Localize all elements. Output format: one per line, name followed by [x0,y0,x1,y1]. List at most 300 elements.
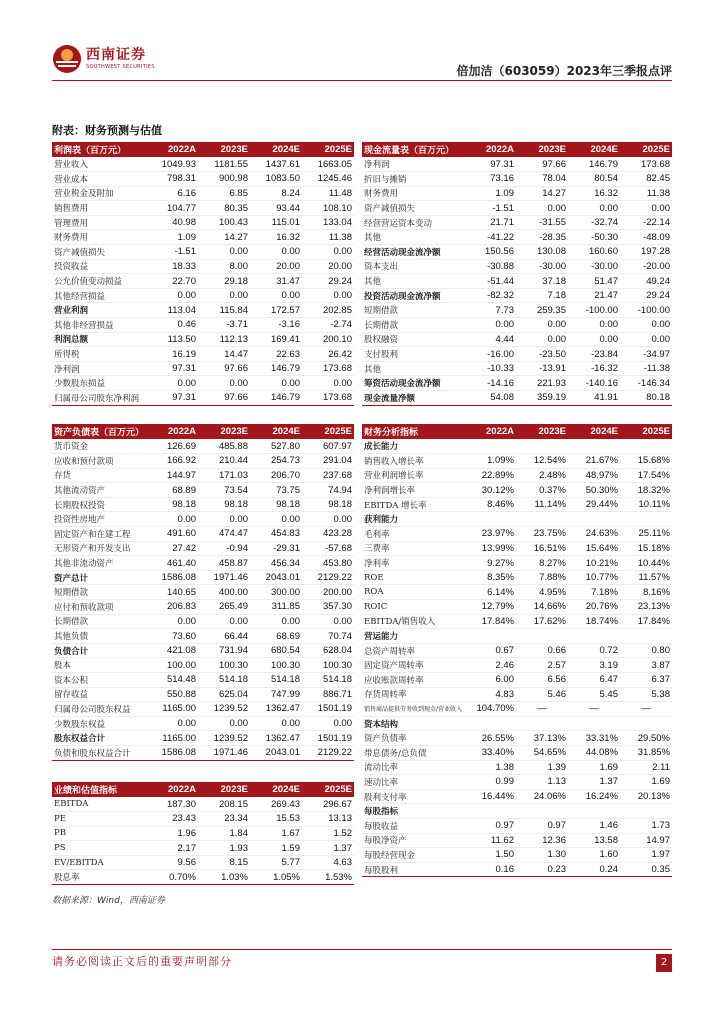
value-cell: 133.04 [302,215,354,230]
value-cell: 731.94 [198,643,250,658]
row-label-cell: 所得税 [52,347,146,362]
row-label-cell: ROIC [362,600,464,615]
row-label-cell: 投资收益 [52,259,146,274]
row-label-cell: 长期股权投资 [52,497,146,512]
table-row [362,527,672,542]
value-cell: 8.24 [250,186,302,201]
value-cell: 0.00 [302,512,354,527]
value-cell: 0.97 [516,818,568,833]
year-header-cell: 2024E [568,142,620,157]
table-row [52,643,354,658]
value-cell: 14.27 [198,230,250,245]
value-cell: -28.35 [516,230,568,245]
value-cell: 1.59 [250,841,302,856]
value-cell: 1.38 [464,760,516,775]
table-row [362,318,672,333]
value-cell: — [568,702,620,717]
value-cell: 33.40% [464,745,516,760]
value-cell: 146.79 [250,391,302,406]
value-cell: 98.18 [146,497,198,512]
table-row [52,201,354,216]
table-row [52,332,354,347]
table-row [52,172,354,187]
table-row [362,789,672,804]
value-cell: 1362.47 [250,702,302,717]
value-cell: 1501.19 [302,702,354,717]
value-cell: 97.66 [198,361,250,376]
table-title-cell: 资产负债表（百万元） [52,424,146,439]
value-cell: 0.00 [146,716,198,731]
row-label-cell: 投资性房地产 [52,512,146,527]
table-row [362,541,672,556]
footer-divider [52,949,672,950]
value-cell: -146.34 [620,376,672,391]
value-cell: 25.11% [620,527,672,542]
table-row [362,731,672,746]
value-cell: 31.85% [620,745,672,760]
value-cell: 514.18 [302,673,354,688]
value-cell: 1.52 [302,826,354,841]
value-cell: 23.75% [516,527,568,542]
value-cell: 1245.46 [302,172,354,187]
value-cell: 15.53 [250,812,302,827]
value-cell: 0.00 [198,288,250,303]
balance-sheet-table [52,424,354,761]
value-cell: 21.71 [464,215,516,230]
row-label-cell: 负债合计 [52,643,146,658]
value-cell: 20.00 [302,259,354,274]
value-cell: -23.84 [568,347,620,362]
table-row [52,483,354,498]
value-cell: 4.44 [464,332,516,347]
value-cell: 160.60 [568,245,620,260]
row-label-cell: 财务费用 [52,230,146,245]
value-cell: 49.24 [620,274,672,289]
value-cell: 2.57 [516,658,568,673]
value-cell: 625.04 [198,687,250,702]
value-cell: 12.79% [464,600,516,615]
table-row [52,376,354,391]
value-cell: -13.91 [516,361,568,376]
value-cell: 423.28 [302,527,354,542]
table-row [362,468,672,483]
data-source-note: 数据来源：Wind，西南证券 [52,896,165,906]
brand-name-cn: 西南证券 [86,47,146,63]
table-row [52,497,354,512]
table-row [362,230,672,245]
table-row [362,376,672,391]
value-cell: -41.22 [464,230,516,245]
value-cell [464,439,516,454]
value-cell: 113.50 [146,332,198,347]
value-cell: 23.43 [146,812,198,827]
table-row [52,731,354,746]
row-label-cell: 净利率 [362,556,464,571]
value-cell: 1.97 [620,848,672,863]
row-label-cell: 净利润增长率 [362,483,464,498]
value-cell: 73.54 [198,483,250,498]
table-row [52,245,354,260]
value-cell: 1.84 [198,826,250,841]
table-row [52,439,354,454]
value-cell: 5.46 [516,687,568,702]
value-cell: 8.00 [198,259,250,274]
value-cell: -51.44 [464,274,516,289]
table-row [52,468,354,483]
value-cell: 40.98 [146,215,198,230]
table-header-row [52,782,354,797]
row-label-cell: 存货周转率 [362,687,464,702]
table-row [362,775,672,790]
year-header-cell: 2024E [250,424,302,439]
table-row [362,361,672,376]
value-cell: -48.09 [620,230,672,245]
table-row [52,745,354,760]
table-row [362,760,672,775]
value-cell [620,439,672,454]
value-cell: 15.64% [568,541,620,556]
value-cell: 1.37 [302,841,354,856]
row-label-cell: 短期借款 [52,585,146,600]
table-row [52,259,354,274]
value-cell: 73.60 [146,629,198,644]
value-cell: 1.37 [568,775,620,790]
value-cell: 3.19 [568,658,620,673]
value-cell: 23.13% [620,600,672,615]
value-cell: 485.88 [198,439,250,454]
brand-name-en: SOUTHWEST SECURITIES [86,64,155,70]
footer-disclaimer: 请务必阅读正文后的重要声明部分 [52,955,232,968]
value-cell: 6.16 [146,186,198,201]
value-cell: 0.00 [250,512,302,527]
row-label-cell: 筹资活动现金流净额 [362,376,464,391]
value-cell: 140.65 [146,585,198,600]
value-cell: 104.70% [464,702,516,717]
value-cell: 97.31 [146,361,198,376]
row-label-cell: 固定资产和在建工程 [52,527,146,542]
value-cell: 37.18 [516,274,568,289]
value-cell: 7.88% [516,570,568,585]
value-cell: 453.80 [302,556,354,571]
value-cell: 4.95% [516,585,568,600]
row-label-cell: 其他非流动资产 [52,556,146,571]
value-cell: -29.31 [250,541,302,556]
table-row [362,245,672,260]
value-cell: 2.17 [146,841,198,856]
value-cell: 0.00 [516,201,568,216]
row-label-cell: 应收和预付款项 [52,454,146,469]
value-cell: 8.15 [198,855,250,870]
value-cell: 29.24 [302,274,354,289]
value-cell: 187.30 [146,797,198,812]
value-cell: 146.79 [250,361,302,376]
value-cell: 150.56 [464,245,516,260]
table-row [52,230,354,245]
value-cell: 20.76% [568,600,620,615]
value-cell: 130.08 [516,245,568,260]
value-cell: 2129.22 [302,745,354,760]
row-label-cell: 应收账款周转率 [362,673,464,688]
value-cell [464,716,516,731]
value-cell: 104.77 [146,201,198,216]
value-cell [568,804,620,819]
table-row [52,600,354,615]
value-cell: 0.00 [146,376,198,391]
value-cell: 112.13 [198,332,250,347]
value-cell: 1165.00 [146,731,198,746]
table-title-cell: 利润表（百万元） [52,142,146,157]
value-cell: -50.30 [568,230,620,245]
value-cell: 1049.93 [146,157,198,172]
row-label-cell: 股权融资 [362,332,464,347]
value-cell: 1.73 [620,818,672,833]
row-label-cell: 带息债务/总负债 [362,745,464,760]
value-cell: 359.19 [516,391,568,406]
value-cell: 80.18 [620,391,672,406]
row-label-cell: 归属母公司股东净利润 [52,391,146,406]
value-cell: 9.27% [464,556,516,571]
value-cell: 173.68 [302,391,354,406]
value-cell: -1.51 [464,201,516,216]
value-cell: 41.91 [568,391,620,406]
value-cell: 1.67 [250,826,302,841]
row-label-cell: 每股净资产 [362,833,464,848]
value-cell: 115.01 [250,215,302,230]
value-cell: 166.92 [146,454,198,469]
value-cell: -20.00 [620,259,672,274]
value-cell: 6.14% [464,585,516,600]
row-label-cell: 营业利润增长率 [362,468,464,483]
value-cell: 0.00 [516,332,568,347]
value-cell: 0.00 [146,288,198,303]
value-cell: 0.00 [198,614,250,629]
valuation-table [52,782,354,885]
value-cell: 0.37% [516,483,568,498]
value-cell: 1.96 [146,826,198,841]
value-cell: 2043.01 [250,745,302,760]
row-label-cell: 速动比率 [362,775,464,790]
row-label-cell: 少数股东权益 [52,716,146,731]
row-label-cell: EBITDA [52,797,146,812]
row-label-cell: 支付股利 [362,347,464,362]
value-cell: 18.32% [620,483,672,498]
value-cell: 172.57 [250,303,302,318]
value-cell: 0.46 [146,318,198,333]
table-row [52,288,354,303]
value-cell: 0.23 [516,862,568,877]
table-row [52,570,354,585]
row-label-cell: 每股经营现金 [362,848,464,863]
value-cell: 1971.46 [198,745,250,760]
value-cell: 97.31 [146,391,198,406]
value-cell: 296.67 [302,797,354,812]
value-cell [516,716,568,731]
table-row [52,870,354,885]
value-cell: 1.13 [516,775,568,790]
row-label-cell: 资产负债率 [362,731,464,746]
value-cell: 200.10 [302,332,354,347]
value-cell: 0.80 [620,643,672,658]
year-header-cell: 2022A [146,142,198,157]
row-label-cell: 留存收益 [52,687,146,702]
row-label-cell: 每股指标 [362,804,464,819]
row-label-cell: 毛利率 [362,527,464,542]
row-label-cell: 资产总计 [52,570,146,585]
value-cell: 26.42 [302,347,354,362]
table-row [52,361,354,376]
value-cell: 0.00 [250,245,302,260]
row-label-cell: 成长能力 [362,439,464,454]
value-cell: -23.50 [516,347,568,362]
table-row [362,702,672,717]
value-cell [464,512,516,527]
value-cell: 16.19 [146,347,198,362]
value-cell: 5.38 [620,687,672,702]
value-cell: 206.70 [250,468,302,483]
value-cell [516,804,568,819]
row-label-cell: 其他经营损益 [52,288,146,303]
value-cell: -2.74 [302,318,354,333]
value-cell: -57.68 [302,541,354,556]
table-row [52,454,354,469]
year-header-cell: 2022A [146,424,198,439]
year-header-cell: 2022A [464,424,516,439]
income-statement-table [52,142,354,406]
value-cell: 269.43 [250,797,302,812]
value-cell: 144.97 [146,468,198,483]
row-label-cell: 股本 [52,658,146,673]
row-label-cell: 其他非经营损益 [52,318,146,333]
value-cell [620,629,672,644]
value-cell: 0.00 [302,614,354,629]
row-label-cell: 折旧与摊销 [362,172,464,187]
value-cell: 1083.50 [250,172,302,187]
value-cell: 11.57% [620,570,672,585]
table-row [362,745,672,760]
row-label-cell: ROE [362,570,464,585]
table-row [362,347,672,362]
value-cell: 550.88 [146,687,198,702]
value-cell: 1.93 [198,841,250,856]
value-cell: -3.16 [250,318,302,333]
value-cell: 10.21% [568,556,620,571]
value-cell: 5.45 [568,687,620,702]
row-label-cell: 其他 [362,274,464,289]
value-cell: 221.93 [516,376,568,391]
value-cell: 54.65% [516,745,568,760]
year-header-cell: 2024E [250,142,302,157]
value-cell: 9.56 [146,855,198,870]
table-row [52,556,354,571]
value-cell [568,512,620,527]
value-cell: 66.44 [198,629,250,644]
table-header-row [52,424,354,439]
row-label-cell: 资产减值损失 [52,245,146,260]
value-cell: 474.47 [198,527,250,542]
value-cell: 747.99 [250,687,302,702]
value-cell: 0.66 [516,643,568,658]
value-cell: 1.53% [302,870,354,885]
value-cell: 0.16 [464,862,516,877]
table-row [362,303,672,318]
row-label-cell: 资本公积 [52,673,146,688]
value-cell: -14.16 [464,376,516,391]
value-cell: 1.03% [198,870,250,885]
value-cell: 4.83 [464,687,516,702]
value-cell: 14.47 [198,347,250,362]
value-cell: 1239.52 [198,731,250,746]
value-cell: 16.32 [568,186,620,201]
value-cell: 4.63 [302,855,354,870]
value-cell: 300.00 [250,585,302,600]
value-cell: 200.00 [302,585,354,600]
value-cell: 8.46% [464,497,516,512]
value-cell: 70.74 [302,629,354,644]
value-cell: 0.00 [620,332,672,347]
row-label-cell: 应付和预收款项 [52,600,146,615]
table-row [362,497,672,512]
value-cell: 1181.55 [198,157,250,172]
value-cell: 26.55% [464,731,516,746]
table-row [362,629,672,644]
table-row [362,643,672,658]
value-cell: 169.41 [250,332,302,347]
row-label-cell: 营业成本 [52,172,146,187]
table-row [362,259,672,274]
value-cell: -16.00 [464,347,516,362]
row-label-cell: PS [52,841,146,856]
value-cell [464,629,516,644]
value-cell: 0.00 [464,318,516,333]
value-cell: 14.97 [620,833,672,848]
value-cell: 30.12% [464,483,516,498]
value-cell: -16.32 [568,361,620,376]
row-label-cell: 获利能力 [362,512,464,527]
row-label-cell: 营业利润 [52,303,146,318]
table-header-row [362,142,672,157]
value-cell: 22.63 [250,347,302,362]
table-row [362,215,672,230]
value-cell: 11.48 [302,186,354,201]
table-row [52,347,354,362]
row-label-cell: 短期借款 [362,303,464,318]
value-cell: 0.00 [302,288,354,303]
year-header-cell: 2022A [464,142,516,157]
value-cell: 1.50 [464,848,516,863]
row-label-cell: 流动比率 [362,760,464,775]
table-row [362,716,672,731]
row-label-cell: 利润总额 [52,332,146,347]
value-cell: 206.83 [146,600,198,615]
value-cell: 17.62% [516,614,568,629]
table-row [52,512,354,527]
row-label-cell: 长期借款 [362,318,464,333]
year-header-cell: 2025E [302,782,354,797]
value-cell: 1971.46 [198,570,250,585]
table-row [52,812,354,827]
value-cell: 7.73 [464,303,516,318]
value-cell: 202.85 [302,303,354,318]
year-header-cell: 2024E [250,782,302,797]
value-cell: 0.00 [146,512,198,527]
row-label-cell: 财务费用 [362,186,464,201]
value-cell: 16.32 [250,230,302,245]
value-cell: 259.35 [516,303,568,318]
value-cell: -10.33 [464,361,516,376]
value-cell: 3.87 [620,658,672,673]
value-cell: 31.47 [250,274,302,289]
value-cell [568,629,620,644]
